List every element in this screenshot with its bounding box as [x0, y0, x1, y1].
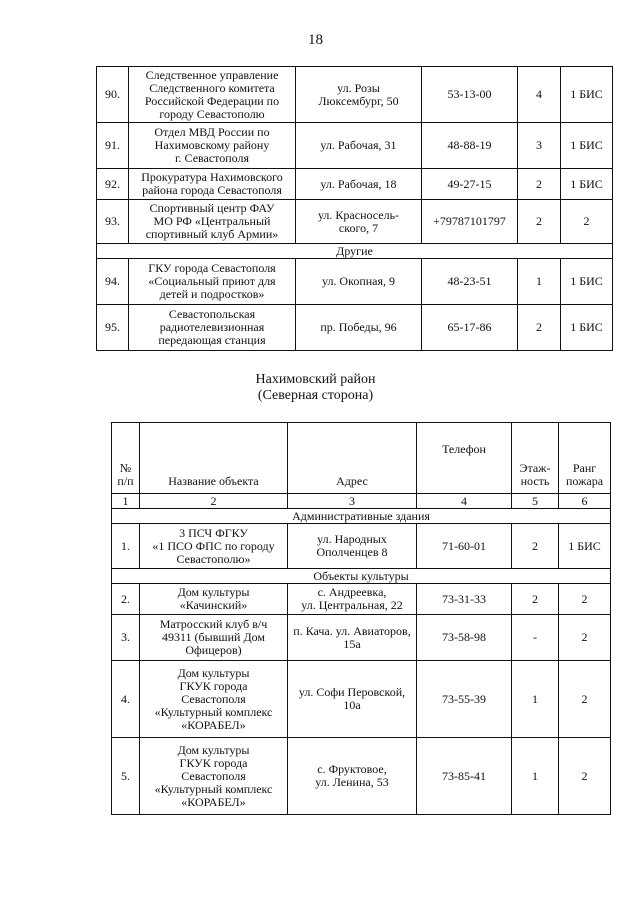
cell-line: «Качинский»	[179, 598, 248, 612]
table-row	[112, 661, 611, 738]
object-phone: 49-27-15	[422, 169, 518, 200]
cell-line: пр. Победы, 96	[320, 320, 397, 334]
object-address	[288, 524, 417, 569]
cell-line: Нахимовскому району	[154, 138, 270, 152]
cell-line: «КОРАБЕЛ»	[181, 794, 246, 809]
header-phone: Телефон	[417, 423, 512, 494]
cell-line: ул. Рабочая, 18	[320, 176, 397, 191]
cell-line: п/п	[117, 474, 134, 488]
cell-line: «Культурный комплекс	[154, 704, 273, 719]
cell-line: района города Севастополя	[142, 183, 282, 197]
cell-line: «КОРАБЕЛ»	[181, 717, 246, 732]
cell-line: Севастопольская	[168, 307, 256, 321]
cell-line: передающая станция	[158, 333, 266, 347]
column-number: 2	[140, 494, 288, 509]
row-number: 92.	[97, 169, 129, 200]
cell-line: ул. Рабочая, 31	[320, 138, 397, 152]
section-row	[97, 244, 613, 259]
object-floors: 2	[518, 169, 561, 200]
cell-line: Ополченцев 8	[316, 545, 388, 559]
cell-line: ул. Центральная, 22	[301, 598, 403, 612]
row-number: 4.	[112, 661, 140, 738]
cell-line: ул. Ленина, 53	[315, 775, 389, 789]
column-number: 5	[512, 494, 559, 509]
column-number: 1	[112, 494, 140, 509]
table-row	[112, 615, 611, 661]
row-number: 90.	[97, 67, 129, 123]
cell-line: Дом культуры	[177, 585, 250, 599]
objects-table-continued	[96, 66, 613, 351]
cell-line: радиотелевизионная	[159, 320, 265, 334]
cell-line: с. Андреевка,	[317, 585, 387, 599]
cell-line: Спортивный центр ФАУ	[149, 201, 275, 215]
object-name	[140, 615, 288, 661]
cell-line: ул. Народных	[317, 532, 387, 546]
cell-line: г. Севастополя	[174, 151, 250, 165]
cell-line: Прокуратура Нахимовского	[141, 170, 283, 184]
cell-line: 10а	[343, 698, 361, 712]
table-row	[97, 67, 613, 123]
row-number: 95.	[97, 305, 129, 351]
cell-line: Следственного комитета	[149, 80, 275, 95]
cell-line: спортивный клуб Армии»	[145, 227, 279, 241]
header-address: Адрес	[288, 423, 417, 494]
object-address	[288, 584, 417, 615]
object-name	[140, 584, 288, 615]
object-name	[129, 169, 296, 200]
section-culture: Объекты культуры	[112, 569, 611, 584]
cell-line: с. Фруктовое,	[317, 762, 387, 776]
table-row	[112, 738, 611, 815]
header-rank	[559, 423, 611, 494]
object-floors: 1	[518, 259, 561, 305]
row-number: 93.	[97, 200, 129, 244]
cell-line: Люксембург, 50	[318, 93, 399, 108]
fire-rank: 2	[559, 584, 611, 615]
fire-rank: 2	[561, 200, 613, 244]
object-phone: 53-13-00	[422, 67, 518, 123]
object-floors: 2	[518, 305, 561, 351]
fire-rank: 1 БИС	[561, 305, 613, 351]
cell-line: Дом культуры	[177, 742, 250, 757]
table-row	[97, 305, 613, 351]
column-number: 3	[288, 494, 417, 509]
cell-line: 49311 (бывший Дом	[161, 630, 266, 644]
cell-line: пожара	[565, 474, 604, 488]
nakhimov-objects-table	[111, 422, 611, 815]
table-row	[97, 200, 613, 244]
object-floors: -	[512, 615, 559, 661]
fire-rank: 2	[559, 738, 611, 815]
object-floors: 2	[512, 584, 559, 615]
district-heading	[0, 372, 631, 404]
cell-line: ГКУК города	[179, 755, 248, 770]
object-address	[296, 123, 422, 169]
object-address	[296, 169, 422, 200]
page-number: 18	[308, 32, 323, 48]
object-floors: 2	[512, 524, 559, 569]
header-row	[112, 423, 611, 494]
header-name: Название объекта	[140, 423, 288, 494]
object-name	[129, 305, 296, 351]
column-number: 4	[417, 494, 512, 509]
header-num	[112, 423, 140, 494]
object-address	[296, 305, 422, 351]
section-row	[112, 569, 611, 584]
object-phone: 73-31-33	[417, 584, 512, 615]
cell-line: Севастополя	[181, 768, 246, 783]
cell-line: городу Севастополю	[159, 106, 265, 121]
table-row	[112, 524, 611, 569]
fire-rank: 1 БИС	[561, 123, 613, 169]
section-other: Другие	[97, 244, 613, 259]
section-row	[112, 509, 611, 524]
object-address	[288, 738, 417, 815]
object-phone: 65-17-86	[422, 305, 518, 351]
object-phone: 48-88-19	[422, 123, 518, 169]
object-name	[129, 200, 296, 244]
cell-line: Севастополю»	[176, 551, 251, 566]
object-name	[129, 123, 296, 169]
cell-line: п. Кача. ул. Авиаторов,	[293, 623, 411, 638]
object-floors: 3	[518, 123, 561, 169]
object-phone: +79787101797	[422, 200, 518, 244]
row-number: 5.	[112, 738, 140, 815]
cell-line: Этаж-	[519, 461, 551, 475]
cell-line: ул. Розы	[337, 80, 380, 95]
cell-line: ского, 7	[338, 220, 379, 235]
cell-line: «Культурный комплекс	[154, 781, 273, 796]
fire-rank: 2	[559, 615, 611, 661]
cell-line: ГКУК города	[179, 678, 248, 693]
table1-body	[97, 67, 613, 351]
row-number: 2.	[112, 584, 140, 615]
cell-line: Дом культуры	[177, 665, 250, 680]
fire-rank: 1 БИС	[561, 259, 613, 305]
object-floors: 4	[518, 67, 561, 123]
cell-line: «Социальный приют для	[148, 274, 276, 288]
fire-rank: 2	[559, 661, 611, 738]
cell-line: №	[119, 461, 132, 475]
fire-rank: 1 БИС	[561, 67, 613, 123]
object-name	[140, 661, 288, 738]
cell-line: Российской Федерации по	[144, 93, 280, 108]
object-phone: 73-85-41	[417, 738, 512, 815]
table-row	[112, 584, 611, 615]
cell-line: ность	[520, 474, 550, 488]
object-address	[296, 67, 422, 123]
cell-line: Отдел МВД России по	[154, 125, 270, 139]
object-phone: 73-55-39	[417, 661, 512, 738]
table2-body	[112, 423, 611, 815]
object-name	[129, 259, 296, 305]
district-subtitle: (Северная сторона)	[257, 388, 374, 403]
row-number: 3.	[112, 615, 140, 661]
header-floors	[512, 423, 559, 494]
object-name	[140, 524, 288, 569]
table-row	[97, 123, 613, 169]
table-row	[97, 259, 613, 305]
cell-line: ГКУ города Севастополя	[148, 261, 276, 275]
cell-line: Следственное управление	[145, 67, 279, 82]
table-row	[97, 169, 613, 200]
row-number: 1.	[112, 524, 140, 569]
cell-line: детей и подростков»	[159, 287, 265, 301]
district-title: Нахимовский район	[255, 372, 376, 387]
object-address	[288, 615, 417, 661]
cell-line: Севастополя	[181, 691, 246, 706]
object-name	[129, 67, 296, 123]
cell-line: 3 ПСЧ ФГКУ	[179, 525, 248, 540]
cell-line: 15а	[343, 636, 361, 651]
row-number: 94.	[97, 259, 129, 305]
cell-line: МО РФ «Центральный	[153, 214, 271, 228]
object-floors: 2	[518, 200, 561, 244]
object-floors: 1	[512, 738, 559, 815]
object-address	[296, 259, 422, 305]
cell-line: Офицеров)	[185, 643, 242, 657]
cell-line: Матросский клуб в/ч	[159, 617, 268, 631]
cell-line: ул. Красносель-	[317, 207, 400, 222]
fire-rank: 1 БИС	[559, 524, 611, 569]
object-name	[140, 738, 288, 815]
object-phone: 73-58-98	[417, 615, 512, 661]
object-phone: 71-60-01	[417, 524, 512, 569]
cell-line: ул. Софи Перовской,	[298, 685, 406, 699]
column-number-row	[112, 494, 611, 509]
fire-rank: 1 БИС	[561, 169, 613, 200]
object-address	[288, 661, 417, 738]
row-number: 91.	[97, 123, 129, 169]
cell-line: ул. Окопная, 9	[321, 274, 396, 288]
section-admin: Административные здания	[112, 509, 611, 524]
object-phone: 48-23-51	[422, 259, 518, 305]
column-number: 6	[559, 494, 611, 509]
cell-line: «1 ПСО ФПС по городу	[152, 538, 275, 553]
cell-line: Ранг	[572, 461, 597, 475]
object-address	[296, 200, 422, 244]
object-floors: 1	[512, 661, 559, 738]
